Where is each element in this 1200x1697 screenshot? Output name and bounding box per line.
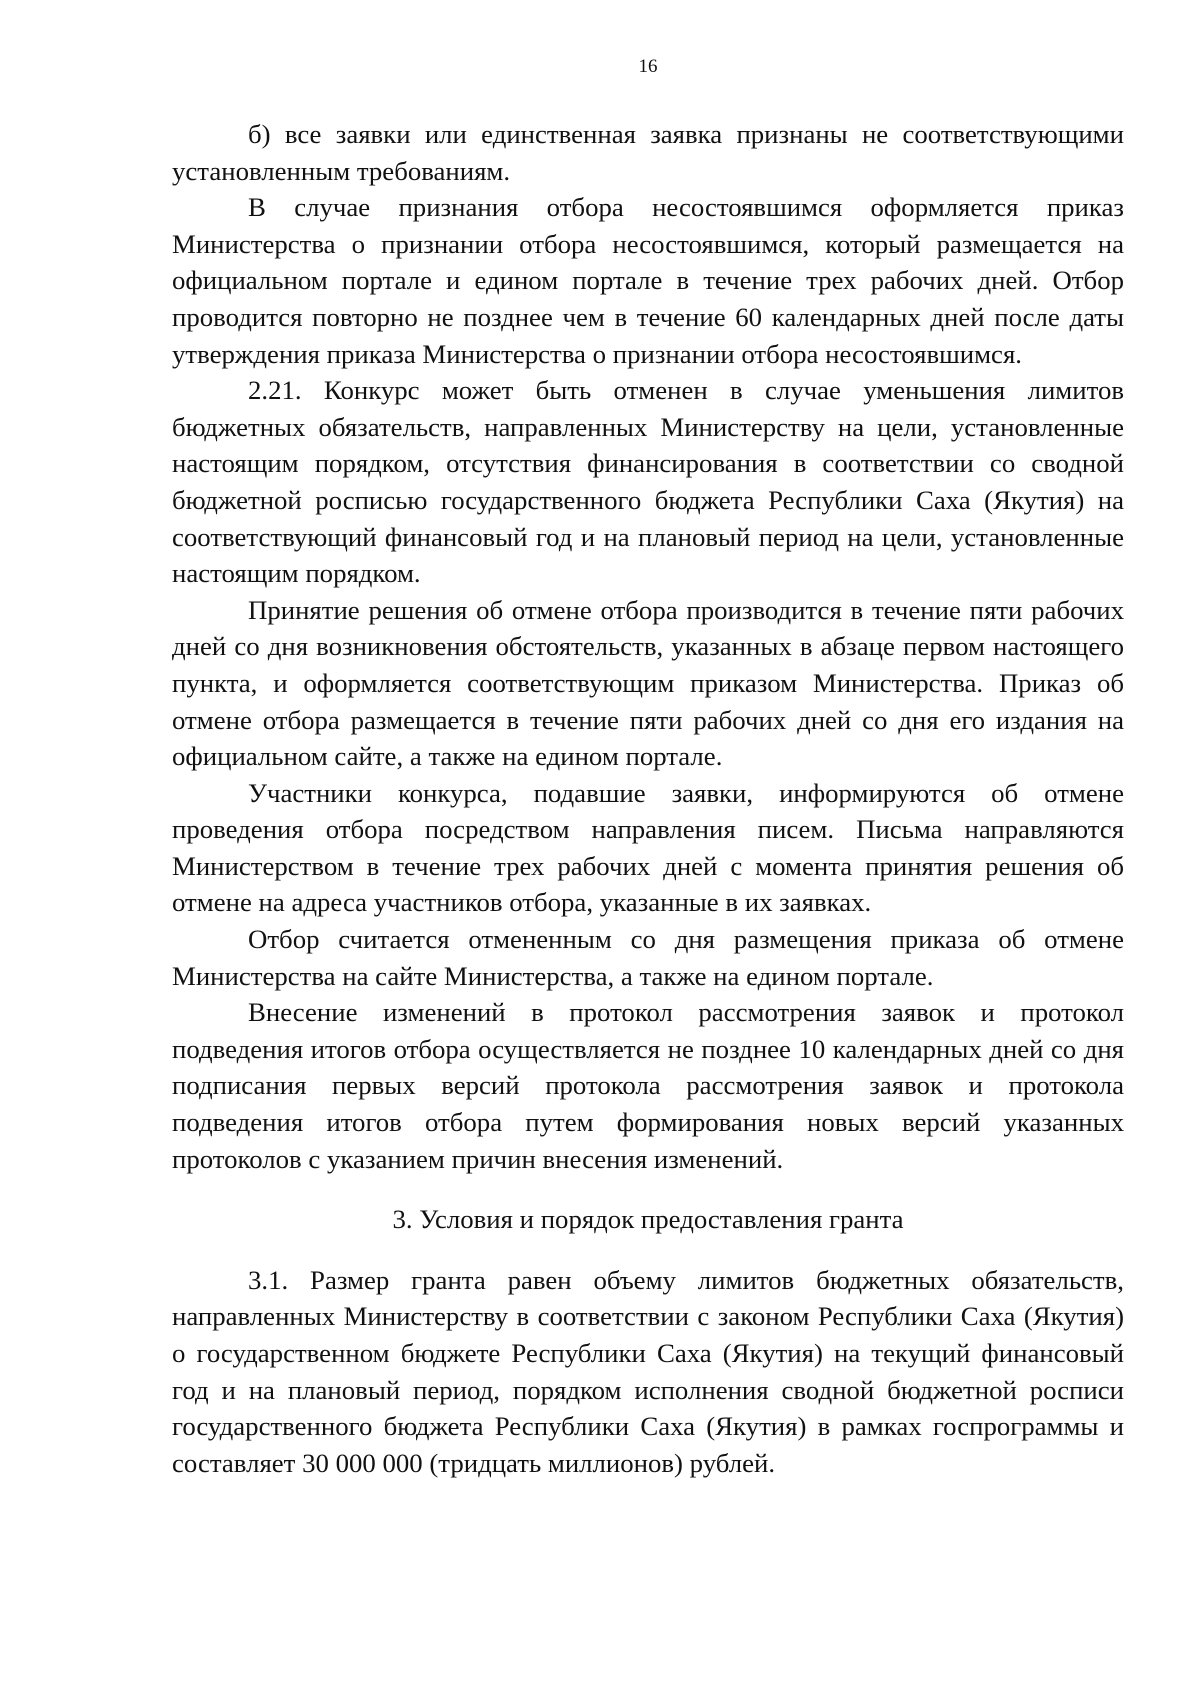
page-number: 16 (638, 56, 658, 77)
document-body (172, 116, 1124, 1481)
paragraph-item-b: б) все заявки или единственная заявка признаны не соответствующими установленным требованиям. (172, 119, 1124, 186)
section-heading-3: 3. Условия и порядок предоставления гранта (392, 1204, 904, 1235)
paragraph-2-21: 2.21. Конкурс может быть отменен в случае уменьшения лимитов бюджетных обязательств, направленных Министерству на цели, установленные настоящим порядком, отсутствия финансирования в соответствии со сводной бюджетной росписью государственного бюджета Республики Саха (Якутия) на соответствующий финансовый год и на плановый период на цели, установленные настоящим порядком. (172, 375, 1124, 589)
paragraph-cancel-decision: Принятие решения об отмене отбора производится в течение пяти рабочих дней со дня возникновения обстоятельств, указанных в абзаце первом настоящего пункта, и оформляется соответствующим приказом Министерства. Приказ об отмене отбора размещается в течение пяти рабочих дней со дня его издания на официальном сайте, а также на едином портале. (172, 594, 1124, 772)
paragraph-cancel-effective: Отбор считается отмененным со дня размещения приказа об отмене Министерства на сайте Министерства, а также на едином портале. (172, 924, 1124, 991)
paragraph-failed-selection: В случае признания отбора несостоявшимся оформляется приказ Министерства о признании отбора несостоявшимся, который размещается на официальном портале и едином портале в течение трех рабочих дней. Отбор проводится повторно не позднее чем в течение 60 календарных дней после даты утверждения приказа Министерства о признании отбора несостоявшимся. (172, 192, 1124, 369)
paragraph-protocol-changes: Внесение изменений в протокол рассмотрения заявок и протокол подведения итогов отбора осуществляется не позднее 10 календарных дней со дня подписания первых версий протокола рассмотрения заявок и протокола подведения итогов отбора путем формирования новых версий указанных протоколов с указанием причин внесения изменений. (172, 997, 1124, 1174)
paragraph-3-1: 3.1. Размер гранта равен объему лимитов бюджетных обязательств, направленных Министерству в соответствии с законом Республики Саха (Якутия) о государственном бюджете Республики Саха (Якутия) на текущий финансовый год и на плановый период, порядком исполнения сводной бюджетной росписи государственного бюджета Республики Саха (Якутия) в рамках госпрограммы и составляет 30 000 000 (тридцать миллионов) рублей. (172, 1264, 1124, 1478)
paragraph-participants-notice: Участники конкурса, подавшие заявки, информируются об отмене проведения отбора посредством направления писем. Письма направляются Министерством в течение трех рабочих дней с момента принятия решения об отмене на адреса участников отбора, указанные в их заявках. (172, 777, 1124, 918)
